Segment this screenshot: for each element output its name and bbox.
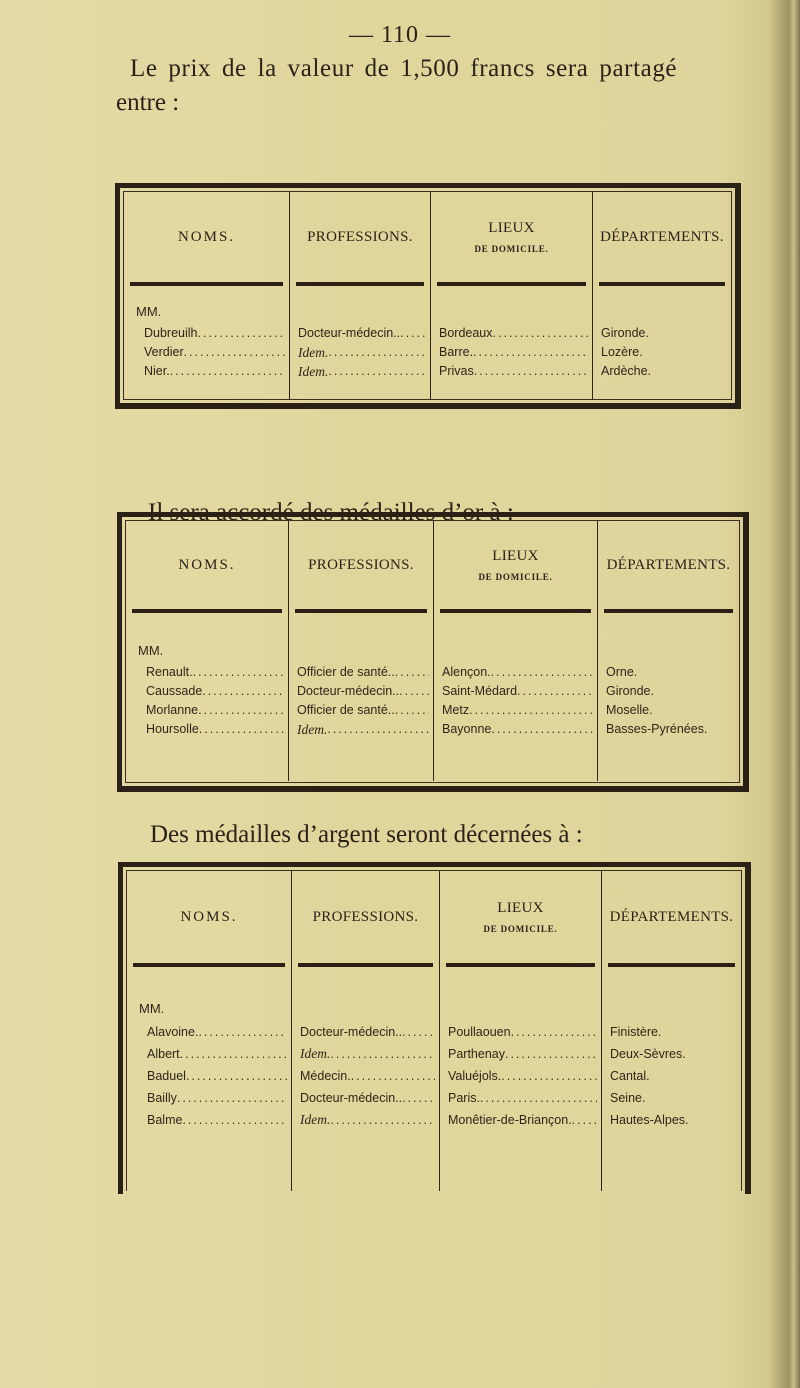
profession-cell-text: Officier de santé.. [297,665,395,679]
profession-cell-list [289,663,433,739]
lieu-cell-list [431,324,592,381]
departement-cell-text: Gironde. [606,684,654,698]
departement-cell-text: Lozère. [601,345,643,359]
nom-cell-text: Alavoine. [147,1025,199,1039]
profession-cell-text: Docteur-médecin.. [298,326,401,340]
column-professions [289,613,434,781]
leader-dots [572,1109,597,1131]
nom-cell [127,1021,291,1043]
header-departements-label: DÉPARTEMENTS. [606,556,731,573]
leader-dots [474,362,588,381]
departement-cell [598,720,739,739]
header-professions [290,192,431,282]
lieu-cell-text: Bayonne [442,722,492,736]
nom-cell-text: Morlanne [146,703,199,717]
leader-dots [491,720,593,739]
nom-cell-list [124,324,289,381]
table-inner-frame [123,191,732,400]
mm-label: MM. [136,304,162,319]
header-departements-label: DÉPARTEMENTS. [609,908,734,925]
header-professions-label: PROFESSIONS. [308,556,414,573]
leader-dots [199,720,284,739]
lieu-cell-text: Metz [442,703,470,717]
column-departements [602,967,741,1191]
table-body [127,967,741,1191]
nom-cell-text: Balme [147,1113,183,1127]
lieu-cell-text: Monêtier-de-Briançon. [448,1113,572,1127]
intro-line-1: Le prix de la valeur de 1,500 francs sera partagé [130,55,678,82]
header-lieux-label: LIEUX [492,547,539,564]
table-header [127,871,741,963]
nom-cell [127,1065,291,1087]
leader-dots [327,720,429,739]
nom-cell-text: Caussade [146,684,203,698]
column-noms [126,613,289,781]
profession-cell-text: Idem. [298,345,329,360]
lieu-cell [431,324,592,343]
nom-cell [124,324,289,343]
nom-cell-text: Albert [147,1047,180,1061]
header-professions [292,871,440,963]
column-noms [127,967,292,1191]
lieu-cell [434,701,597,720]
lieu-cell-text: Barre. [439,345,474,359]
column-professions [290,286,431,400]
leader-dots [469,701,593,720]
leader-dots [491,663,593,682]
leader-dots [399,682,429,701]
departement-cell-list [602,1021,741,1131]
profession-cell [292,1109,439,1131]
leader-dots [505,1043,597,1065]
profession-cell-text: Médecin. [300,1069,351,1083]
table-header [126,521,739,609]
mm-label: MM. [139,1001,165,1016]
column-professions [292,967,440,1191]
profession-cell [292,1021,439,1043]
departement-cell-list [593,324,731,381]
intro-line-2: entre : [116,89,180,116]
nom-cell-text: Bailly [147,1091,177,1105]
header-noms-label: NOMS. [177,228,236,245]
header-noms [124,192,290,282]
lieu-cell [434,682,597,701]
header-lieux-sublabel: DE DOMICILE. [474,243,549,254]
header-lieux-sublabel: DE DOMICILE. [483,923,558,934]
nom-cell [126,663,288,682]
lieu-cell-text: Parthenay [448,1047,505,1061]
nom-cell [126,682,288,701]
profession-cell [290,324,430,343]
leader-dots [198,701,284,720]
leader-dots [480,1087,597,1109]
nom-cell [127,1043,291,1065]
leader-dots [202,682,284,701]
header-noms [127,871,292,963]
nom-cell-text: Renault. [146,665,193,679]
profession-cell-text: Idem. [297,722,328,737]
departement-cell-text: Orne. [606,665,638,679]
header-departements [602,871,741,963]
lieu-cell-text: Saint-Médard [442,684,518,698]
table-body [126,613,739,781]
departement-cell-text: Hautes-Alpes. [610,1113,689,1127]
nom-cell [127,1109,291,1131]
departement-cell [593,343,731,362]
lieu-cell [440,1065,601,1087]
profession-cell [292,1065,439,1087]
departement-cell-text: Cantal. [610,1069,650,1083]
departement-cell-text: Basses-Pyrénées. [606,722,708,736]
leader-dots [402,1087,435,1109]
departement-cell-text: Deux-Sèvres. [610,1047,686,1061]
header-lieux-label: LIEUX [488,219,535,236]
header-rule [124,282,731,286]
header-departements [593,192,731,282]
table-inner-frame [125,520,740,783]
profession-cell-text: Idem. [300,1046,331,1061]
lieu-cell-list [440,1021,601,1131]
departement-cell-text: Seine. [610,1091,646,1105]
lieu-cell-text: Paris. [448,1091,480,1105]
header-noms [126,521,289,609]
leader-dots [395,701,429,720]
nom-cell-list [126,663,288,739]
profession-cell [292,1087,439,1109]
leader-dots [402,1021,435,1043]
leader-dots [177,1087,287,1109]
header-professions-label: PROFESSIONS. [307,228,413,245]
leader-dots [328,362,426,381]
leader-dots [351,1065,435,1087]
lieu-cell [434,663,597,682]
profession-cell [289,663,433,682]
departement-cell [602,1021,741,1043]
lieu-cell-text: Valuéjols. [448,1069,502,1083]
column-departements [598,613,739,781]
leader-dots [182,1109,287,1131]
header-lieux [440,871,602,963]
header-lieux [431,192,593,282]
leader-dots [328,343,426,362]
header-lieux-sublabel: DE DOMICILE. [478,571,553,582]
lieu-cell [440,1043,601,1065]
column-lieux [431,286,593,400]
leader-dots [330,1043,435,1065]
departement-cell [598,663,739,682]
lieu-cell [440,1109,601,1131]
column-lieux [434,613,598,781]
departement-cell [593,362,731,381]
lieu-cell [440,1021,601,1043]
departement-cell-text: Finistère. [610,1025,662,1039]
departement-cell [602,1043,741,1065]
leader-dots [180,1043,287,1065]
profession-cell [292,1043,439,1065]
departement-cell-text: Moselle. [606,703,653,717]
leader-dots [517,682,593,701]
leader-dots [186,1065,287,1087]
profession-cell-list [292,1021,439,1131]
profession-cell [289,720,433,739]
leader-dots [184,343,285,362]
column-lieux [440,967,602,1191]
departement-cell [602,1065,741,1087]
nom-cell [124,343,289,362]
nom-cell-text: Nier. [144,364,170,378]
profession-cell [289,701,433,720]
leader-dots [193,663,284,682]
table-body [124,286,731,400]
header-professions [289,521,434,609]
departement-cell [602,1087,741,1109]
gold-medals-table [117,512,749,792]
leader-dots [473,343,588,362]
page-number: — 110 — [348,22,452,48]
mm-label: MM. [138,643,164,658]
header-rule [126,609,739,613]
profession-cell-text: Docteur-médecin.. [297,684,400,698]
leader-dots [400,324,426,343]
lieu-cell [440,1087,601,1109]
leader-dots [493,324,588,343]
column-departements [593,286,731,400]
leader-dots [501,1065,597,1087]
lieu-cell-text: Alençon. [442,665,491,679]
header-lieux [434,521,598,609]
departement-cell [598,701,739,720]
profession-cell-text: Docteur-médecin.. [300,1025,403,1039]
gold-medals-heading: Il sera accordé des médailles d’or à : [148,499,514,526]
nom-cell [124,362,289,381]
header-noms-label: NOMS. [178,556,236,573]
leader-dots [511,1021,597,1043]
intro-paragraph [116,52,740,120]
nom-cell-text: Baduel [147,1069,186,1083]
profession-cell-list [290,324,430,381]
header-departements-label: DÉPARTEMENTS. [600,228,724,245]
nom-cell [126,701,288,720]
nom-cell [126,720,288,739]
header-noms-label: NOMS. [180,908,238,925]
silver-medals-heading: Des médailles d’argent seront décernées à : [150,821,583,848]
profession-cell [289,682,433,701]
profession-cell-text: Docteur-médecin.. [300,1091,403,1105]
silver-medals-table [118,862,751,1194]
departement-cell [598,682,739,701]
profession-cell-text: Idem. [300,1112,331,1127]
nom-cell-text: Dubreuilh [144,326,198,340]
leader-dots [198,1021,287,1043]
lieu-cell-text: Poullaouen [448,1025,511,1039]
lieu-cell [431,362,592,381]
header-rule [127,963,741,967]
nom-cell-text: Hoursolle [146,722,199,736]
profession-cell-text: Officier de santé.. [297,703,395,717]
header-lieux-label: LIEUX [497,899,544,916]
column-noms [124,286,290,400]
leader-dots [330,1109,435,1131]
departement-cell [602,1109,741,1131]
profession-cell-text: Idem. [298,364,329,379]
header-departements [598,521,739,609]
departement-cell-text: Ardèche. [601,364,652,378]
table-header [124,192,731,282]
header-professions-label: PROFESSIONS. [312,908,419,925]
leader-dots [170,362,285,381]
departement-cell [593,324,731,343]
leader-dots [395,663,429,682]
prize-table [115,183,741,409]
nom-cell-list [127,1021,291,1131]
profession-cell [290,343,430,362]
table-inner-frame [126,870,742,1191]
lieu-cell-text: Privas [439,364,474,378]
departement-cell-list [598,663,739,739]
nom-cell-text: Verdier [144,345,184,359]
nom-cell [127,1087,291,1109]
lieu-cell [434,720,597,739]
lieu-cell-list [434,663,597,739]
profession-cell [290,362,430,381]
departement-cell-text: Gironde. [601,326,649,340]
lieu-cell [431,343,592,362]
lieu-cell-text: Bordeaux [439,326,493,340]
leader-dots [198,324,285,343]
